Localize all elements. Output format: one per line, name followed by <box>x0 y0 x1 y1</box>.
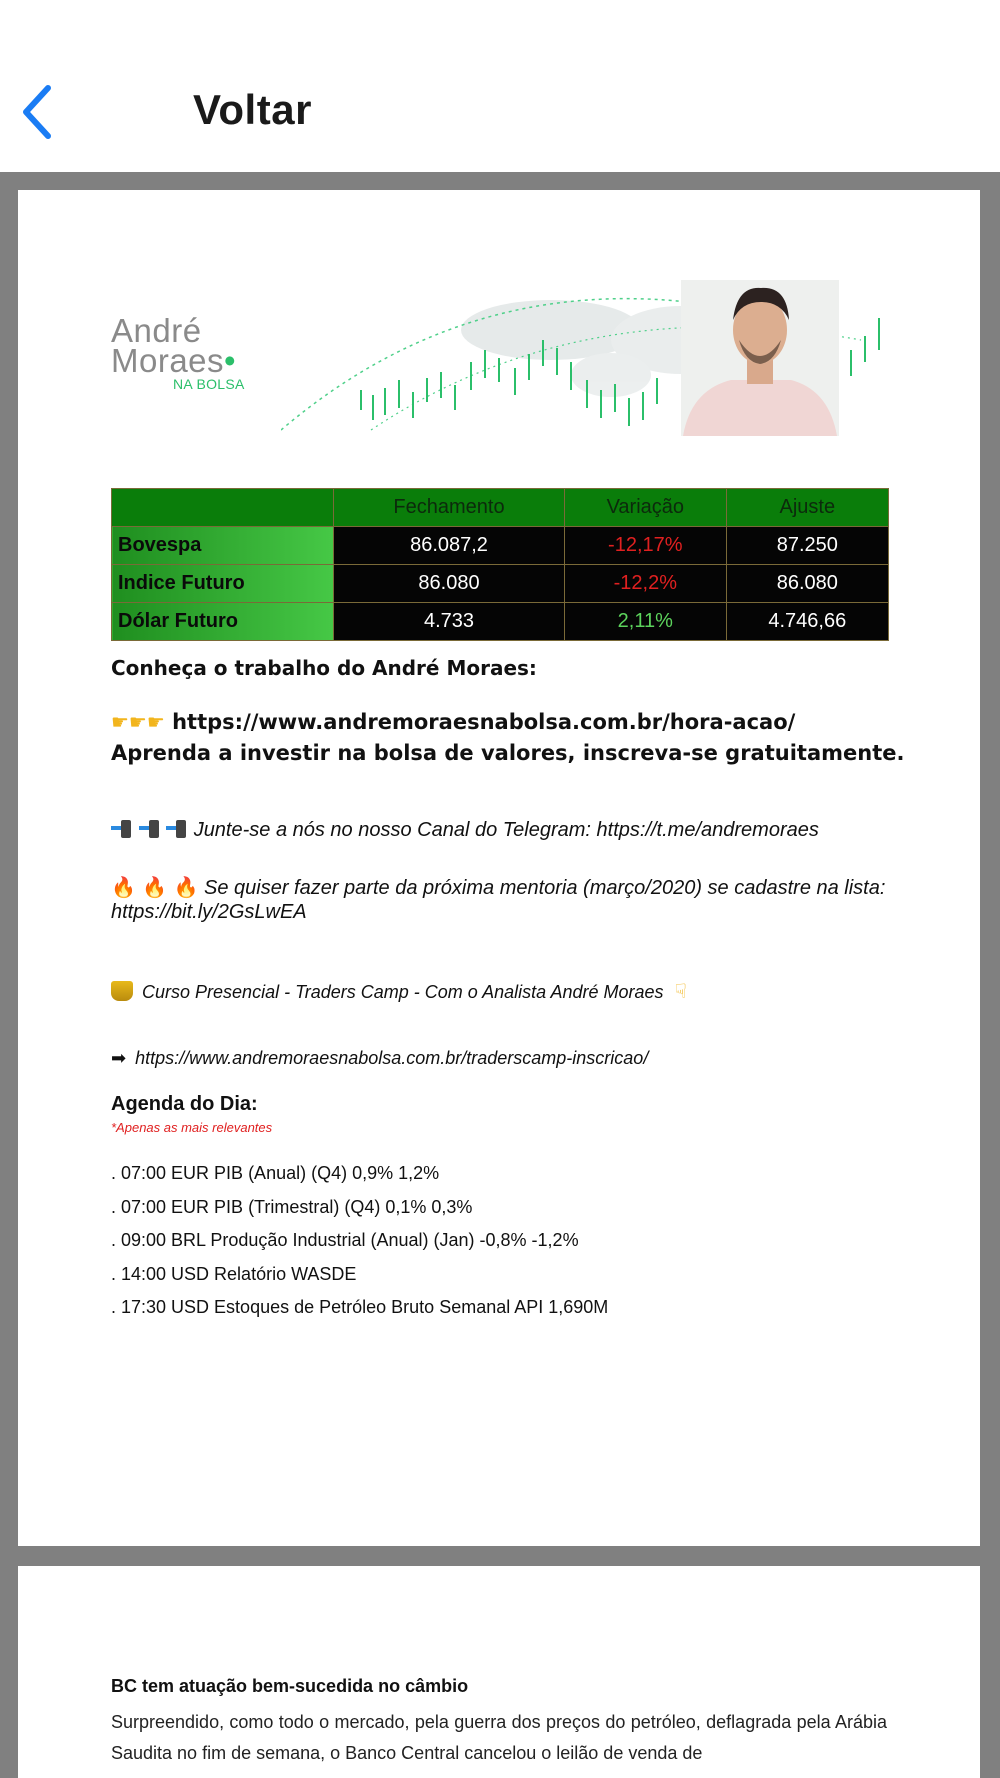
agenda-list <box>111 1157 891 1325</box>
mentoria-block <box>111 875 891 924</box>
header-ajuste: Ajuste <box>726 489 888 527</box>
camp-link[interactable]: https://www.andremoraesnabolsa.com.br/traderscamp-inscricao/ <box>135 1048 649 1068</box>
pointing-hand-icon: ☛☛☛ <box>111 710 165 734</box>
table-header-row <box>112 489 889 527</box>
chevron-left-icon[interactable] <box>18 82 62 142</box>
pdf-page-2 <box>18 1566 980 1778</box>
camp-line <box>111 1048 911 1069</box>
telegram-text[interactable]: Junte-se a nós no nosso Canal do Telegram: https://t.me/andremoraes <box>193 819 819 841</box>
ajuste-value: 87.250 <box>726 527 888 565</box>
know-title: Conheça o trabalho do André Moraes: <box>111 656 537 680</box>
ajuste-value: 86.080 <box>726 565 888 603</box>
agenda-note: *Apenas as mais relevantes <box>111 1120 273 1135</box>
brand-dot-icon: • <box>224 342 237 379</box>
list-item: . 17:30 USD Estoques de Petróleo Bruto Semanal API 1,690M <box>111 1297 609 1317</box>
list-item: . 09:00 BRL Produção Industrial (Anual) (Jan) -0,8% -1,2% <box>111 1230 579 1250</box>
brand-line2: Moraes <box>111 342 225 379</box>
course-text: Curso Presencial - Traders Camp - Com o Analista André Moraes <box>142 982 664 1002</box>
header-banner <box>111 280 889 436</box>
table-row <box>112 565 889 603</box>
table-row <box>112 527 889 565</box>
trophy-icon <box>111 981 133 1001</box>
mentoria-text: Se quiser fazer parte da próxima mentoria (março/2020) se cadastre na lista: <box>203 877 886 899</box>
pointing-down-icon: ☟ <box>674 979 687 1003</box>
fechamento-value: 86.087,2 <box>334 527 565 565</box>
agenda-title: Agenda do Dia: <box>111 1093 258 1115</box>
variacao-value: -12,17% <box>565 527 727 565</box>
list-item: . 07:00 EUR PIB (Trimestral) (Q4) 0,1% 0,3% <box>111 1196 473 1217</box>
back-label[interactable]: Voltar <box>193 86 312 133</box>
header-corner <box>112 489 334 527</box>
course-line <box>111 979 911 1003</box>
article-body: Surpreendido, como todo o mercado, pela guerra dos preços do petróleo, deflagrada pela Arábia Saudita no fim de semana, o Banco Central cancelou o leilão de venda de <box>111 1712 887 1763</box>
phone-arrow-icon <box>166 820 188 838</box>
header-variacao: Variação <box>565 489 727 527</box>
back-button[interactable] <box>18 82 62 142</box>
row-label: Indice Futuro <box>112 565 334 603</box>
row-label: Dólar Futuro <box>112 603 334 641</box>
brand-logo <box>111 312 245 392</box>
table-row <box>112 603 889 641</box>
fire-icon: 🔥 🔥 🔥 <box>111 875 199 899</box>
nav-bar <box>0 0 1000 172</box>
list-item: . 14:00 USD Relatório WASDE <box>111 1263 357 1284</box>
mentoria-link[interactable]: https://bit.ly/2GsLwEA <box>111 901 307 923</box>
article-title: BC tem atuação bem-sucedida no câmbio <box>111 1676 469 1696</box>
promo-text: Aprenda a investir na bolsa de valores, inscreva-se gratuitamente. <box>111 741 905 765</box>
list-item: . 07:00 EUR PIB (Anual) (Q4) 0,9% 1,2% <box>111 1163 440 1183</box>
phone-arrow-icon <box>139 820 161 838</box>
fechamento-value: 86.080 <box>334 565 565 603</box>
variacao-value: 2,11% <box>565 603 727 641</box>
promo-block <box>111 707 911 769</box>
ajuste-value: 4.746,66 <box>726 603 888 641</box>
analyst-photo <box>681 280 839 436</box>
telegram-line <box>111 819 911 842</box>
right-arrow-icon: ➡ <box>111 1048 127 1068</box>
brand-line1: André <box>111 312 202 349</box>
fechamento-value: 4.733 <box>334 603 565 641</box>
promo-link[interactable]: https://www.andremoraesnabolsa.com.br/hora-acao/ <box>172 710 796 734</box>
brand-sub: NA BOLSA <box>173 376 245 392</box>
market-table <box>111 488 889 641</box>
row-label: Bovespa <box>112 527 334 565</box>
variacao-value: -12,2% <box>565 565 727 603</box>
pdf-page-1 <box>18 190 980 1546</box>
banner-graphic <box>281 280 889 436</box>
pdf-viewer[interactable] <box>0 172 1000 1778</box>
header-fechamento: Fechamento <box>334 489 565 527</box>
phone-arrow-icon <box>111 820 133 838</box>
